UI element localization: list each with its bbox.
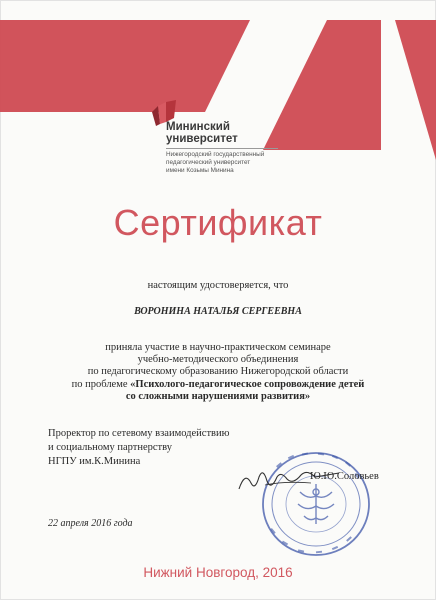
body-line5: со сложными нарушениями развития» xyxy=(125,391,311,402)
recipient-name: ВОРОНИНА НАТАЛЬЯ СЕРГЕЕВНА xyxy=(134,306,302,317)
red-triangle-right xyxy=(395,20,436,160)
signer-name: Ю.Ю.Соловьев xyxy=(310,471,379,482)
certificate-date: 22 апреля 2016 года xyxy=(48,518,133,529)
logo-sub-line2: педагогический университет xyxy=(166,159,251,166)
certificate-title: Сертификат xyxy=(113,202,323,243)
logo-name-line1: Мининский xyxy=(166,121,230,133)
body-line3: по педагогическому образованию Нижегородской области xyxy=(87,366,349,377)
intro-text: настоящим удостоверяется, что xyxy=(147,280,289,291)
red-band-left xyxy=(0,20,250,112)
university-logo xyxy=(136,100,276,190)
logo-name xyxy=(166,121,276,145)
topic-prefix: по проблеме xyxy=(71,379,131,390)
logo-subtitle xyxy=(166,151,281,175)
signer-line2: и социальному партнерству xyxy=(48,442,172,453)
topic-title: «Психолого-педагогическое сопровождение детей xyxy=(130,379,365,390)
body-line4 xyxy=(0,379,436,391)
signer-line3: НГПУ им.К.Минина xyxy=(48,456,141,467)
logo-divider xyxy=(166,148,278,149)
logo-sub-line1: Нижегородский государственный xyxy=(166,151,265,158)
logo-name-line2: университет xyxy=(166,133,238,145)
body-line2: учебно-методического объединения xyxy=(137,354,299,365)
signer-block xyxy=(48,427,288,469)
logo-sub-line3: имени Козьмы Минина xyxy=(166,167,234,174)
footer-city-year: Нижний Новгород, 2016 xyxy=(143,565,293,580)
red-triangle-center xyxy=(263,20,381,150)
signer-line1: Проректор по сетевому взаимодействию xyxy=(48,428,230,439)
body-line1: приняла участие в научно-практическом семинаре xyxy=(105,342,331,353)
